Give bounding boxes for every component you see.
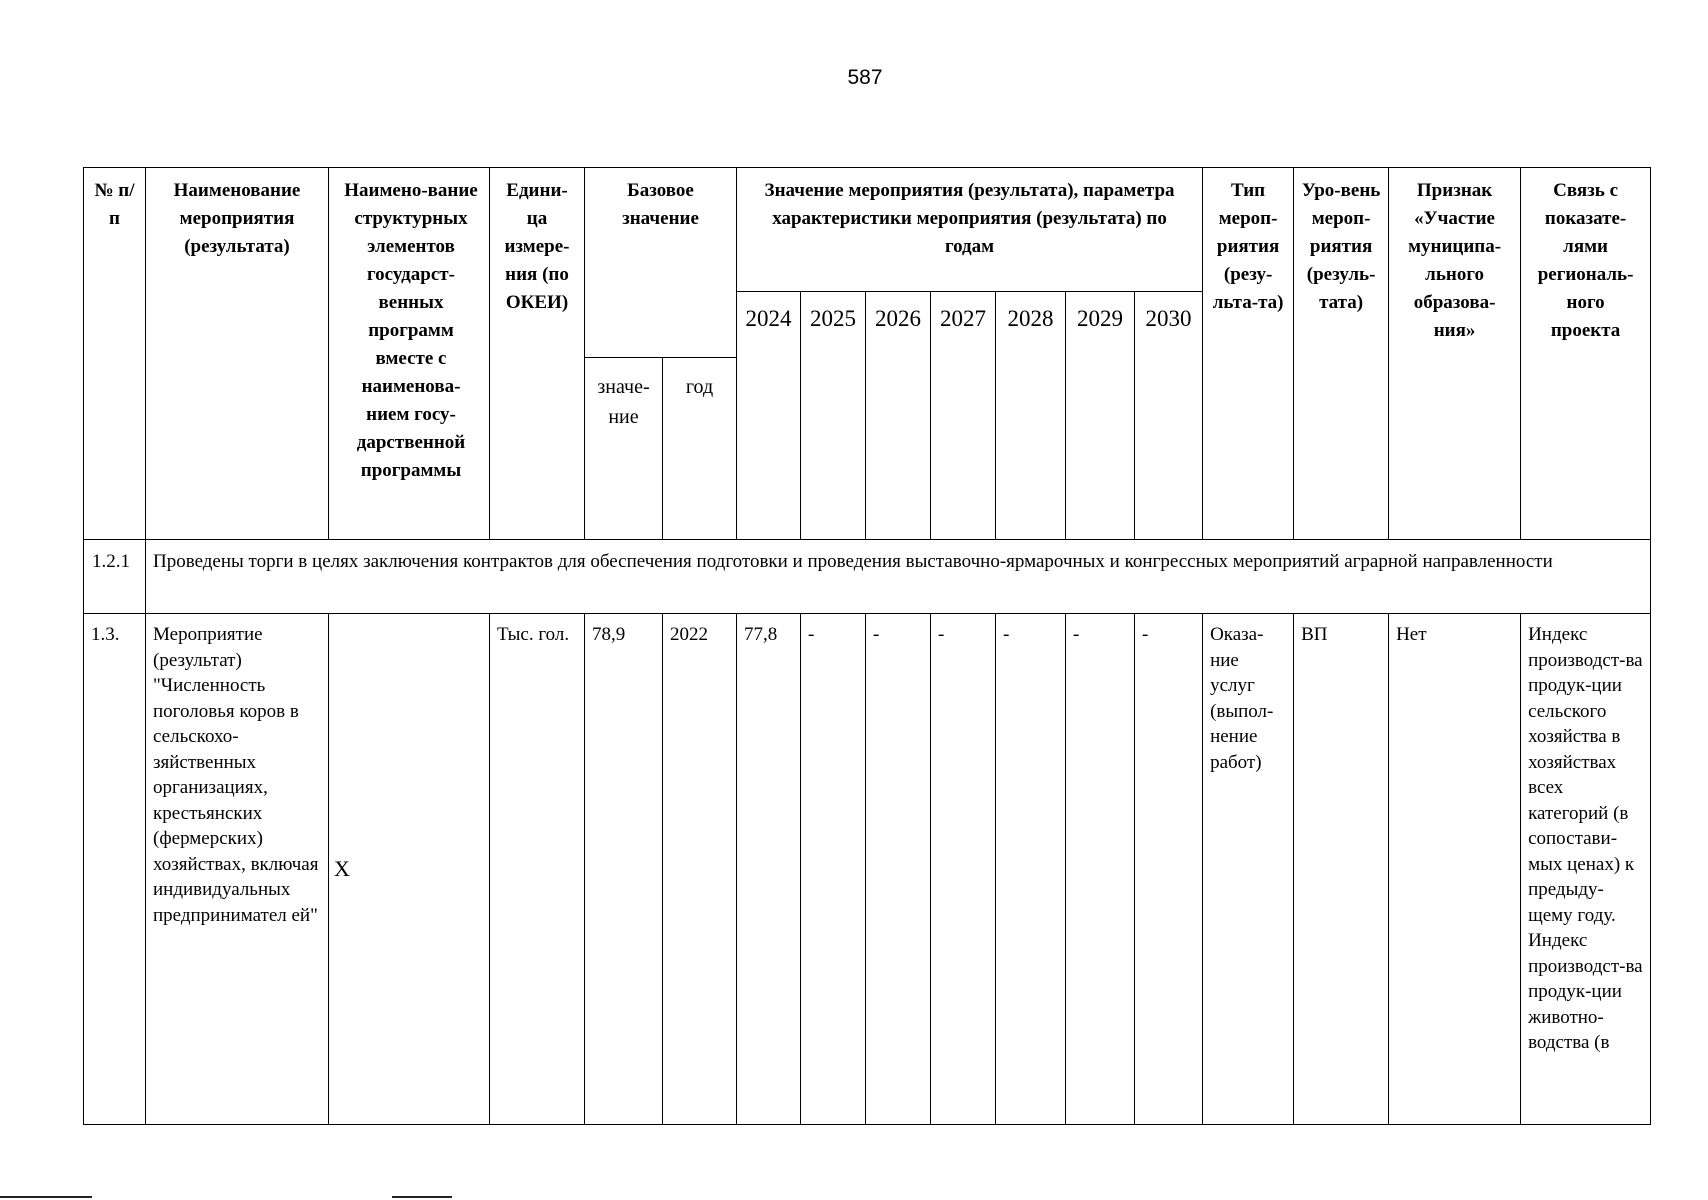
- row-base-value: 78,9: [585, 614, 663, 1125]
- header-struct: [329, 168, 490, 540]
- header-type: [1203, 168, 1294, 540]
- row-type: Оказа-ние услуг (выпол-нение работ): [1203, 614, 1294, 1125]
- header-year-2027: 2027: [931, 292, 996, 540]
- row-struct-x-mark: Х: [334, 856, 350, 881]
- section-row: [84, 540, 1651, 614]
- header-level-text: Уро-вень мероп-риятия (резуль-тата): [1301, 180, 1381, 313]
- row-value-2029: -: [1066, 614, 1135, 1125]
- data-row: [84, 614, 1651, 1125]
- row-level: ВП: [1294, 614, 1389, 1125]
- row-value-2028: -: [996, 614, 1066, 1125]
- header-year-2028: 2028: [996, 292, 1066, 540]
- header-name: [146, 168, 329, 540]
- header-base: [585, 168, 737, 358]
- row-value-2027: -: [931, 614, 996, 1125]
- header-base-value: [585, 358, 663, 540]
- header-row-1: [84, 168, 1651, 292]
- header-type-text: Тип мероп-риятия (резу-льта-та): [1212, 180, 1284, 313]
- section-text: Проведены торги в целях заключения контрактов для обеспечения подготовки и проведения выставочно-ярмарочных и конгрессных мероприятий аграрной направленности: [146, 540, 1651, 614]
- row-link: Индекс производст-ва продук-ции сельского хозяйства в хозяйствах всех категорий (в сопостави-мых ценах) к предыду-щему году. Индекс производст-ва продук-ции животно-водства (в: [1521, 614, 1651, 1125]
- header-unit: [490, 168, 585, 540]
- header-name-text: Наименование мероприятия (результата): [173, 180, 301, 257]
- row-municipal: Нет: [1389, 614, 1521, 1125]
- row-unit: Тыс. гол.: [490, 614, 585, 1125]
- header-base-year: [663, 358, 737, 540]
- header-year-2026: 2026: [866, 292, 931, 540]
- header-num: [84, 168, 146, 540]
- row-value-2024: 77,8: [737, 614, 801, 1125]
- page-number: 587: [847, 66, 883, 89]
- header-values-by-year: [737, 168, 1203, 292]
- header-link: [1521, 168, 1651, 540]
- row-struct: [329, 614, 490, 1125]
- row-num: 1.3.: [84, 614, 146, 1125]
- row-value-2030: -: [1135, 614, 1203, 1125]
- header-base-value-text: значе-ние: [597, 376, 650, 428]
- header-municipal-text: Признак «Участие муниципа-льного образова-ния»: [1408, 180, 1502, 341]
- header-unit-text: Едини-ца измере-ния (по ОКЕИ): [504, 180, 570, 313]
- header-base-text: Базовое значение: [622, 180, 699, 229]
- header-base-year-text: год: [685, 376, 714, 398]
- row-name: Мероприятие (результат) "Численность поголовья коров в сельскохо-зяйственных организациях, крестьянских (фермерских) хозяйствах, включая индивидуальных предпринимател ей": [146, 614, 329, 1125]
- scan-artifact-line: [392, 1196, 452, 1198]
- header-struct-text: Наимено-вание структурных элементов государст-венных программ вместе с наименова-нием госу-дарственной программы: [344, 180, 478, 481]
- header-municipal: [1389, 168, 1521, 540]
- row-value-2026: -: [866, 614, 931, 1125]
- header-level: [1294, 168, 1389, 540]
- header-values-text: Значение мероприятия (результата), параметра характеристики мероприятия (результата) по годам: [764, 180, 1175, 257]
- header-year-2029: 2029: [1066, 292, 1135, 540]
- events-table: [83, 167, 1651, 1125]
- row-value-2025: -: [801, 614, 866, 1125]
- header-num-text: № п/п: [94, 180, 135, 229]
- header-year-2030: 2030: [1135, 292, 1203, 540]
- section-num: 1.2.1: [84, 540, 146, 614]
- row-base-year: 2022: [663, 614, 737, 1125]
- scan-artifact-line: [0, 1196, 92, 1198]
- header-year-2024: 2024: [737, 292, 801, 540]
- header-link-text: Связь с показате-лями региональ-ного проекта: [1537, 180, 1634, 341]
- header-year-2025: 2025: [801, 292, 866, 540]
